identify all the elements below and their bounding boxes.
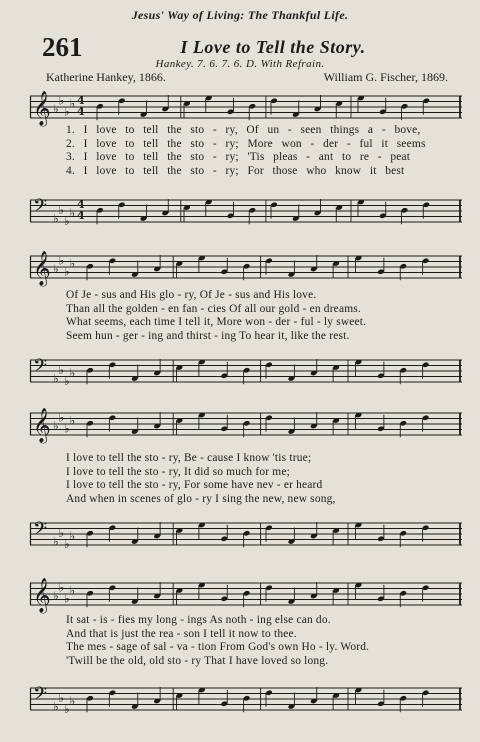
- flat-icon: ♭: [64, 374, 70, 388]
- lyric-verse-3: The mes - sage of sal - va - tion From God's own Ho - ly. Word.: [66, 641, 370, 654]
- lyric-verse-4: 4. I love to tell the sto - ry; For those who know it best: [66, 165, 405, 178]
- bass-staff: [30, 515, 462, 551]
- flat-icon: ♭: [53, 588, 59, 603]
- lyrics-block-1: [66, 124, 456, 179]
- hymn-number: 261: [42, 32, 83, 62]
- flat-icon: ♭: [69, 365, 76, 380]
- lyrics-block-3: [66, 452, 456, 507]
- lyric-verse-2: 2. I love to tell the sto - ry; More won - der - ful it seems: [66, 137, 426, 150]
- treble-staff: [30, 88, 462, 124]
- treble-clef-icon: 𝄞: [33, 251, 51, 286]
- lyric-verse-3: What seems, each time I tell it, More won - der - ful - ly sweet.: [66, 316, 367, 329]
- bass-staff: [30, 680, 462, 716]
- flat-icon: ♭: [64, 264, 70, 279]
- flat-icon: ♭: [53, 534, 59, 549]
- treble-clef-icon: 𝄞: [33, 408, 51, 443]
- flat-icon: ♭: [58, 93, 65, 108]
- flat-icon: ♭: [64, 537, 70, 551]
- treble-clef-icon: 𝄞: [33, 578, 51, 613]
- lyric-verse-2: I love to tell the sto - ry, It did so much for me;: [66, 465, 290, 478]
- flat-icon: ♭: [53, 699, 59, 714]
- time-signature: 4: [77, 209, 85, 222]
- treble-clef-icon: 𝄞: [33, 91, 51, 126]
- lyric-verse-1: I love to tell the sto - ry, Be - cause I know 'tis true;: [66, 452, 312, 464]
- time-signature: 4: [77, 105, 85, 118]
- flat-icon: ♭: [58, 580, 65, 595]
- bass-clef-icon: 𝄢: [33, 196, 48, 221]
- bass-staff: [30, 352, 462, 388]
- lyric-verse-4: And when in scenes of glo - ry I sing the new, new song,: [66, 493, 336, 506]
- lyric-verse-2: Than all the golden - en fan - cies Of all our gold - en dreams.: [66, 302, 361, 315]
- bass-clef-icon: 𝄢: [33, 684, 48, 709]
- flat-icon: ♭: [58, 691, 65, 705]
- flat-icon: ♭: [53, 261, 59, 276]
- lyrics-block-2: [66, 289, 456, 344]
- lyric-verse-1: 1. I love to tell the sto - ry, Of un - seen things a - bove,: [66, 124, 421, 136]
- flat-icon: ♭: [64, 421, 70, 436]
- flat-icon: ♭: [64, 591, 70, 606]
- composer-credit: William G. Fischer, 1869.: [323, 70, 448, 84]
- flat-icon: ♭: [64, 214, 70, 228]
- treble-staff: [30, 405, 462, 441]
- flat-icon: ♭: [69, 413, 76, 428]
- lyric-verse-1: It sat - is - fies my long - ings As noth - ing else can do.: [66, 614, 331, 626]
- hymn-title: I Love to Tell the Story.: [180, 37, 366, 57]
- flat-icon: ♭: [58, 253, 65, 268]
- flat-icon: ♭: [69, 528, 76, 543]
- flat-icon: ♭: [53, 371, 59, 386]
- flat-icon: ♭: [69, 96, 76, 111]
- lyric-verse-4: Seem hun - ger - ing and thirst - ing To hear it, like the rest.: [66, 330, 350, 343]
- flat-icon: ♭: [58, 410, 65, 425]
- flat-icon: ♭: [58, 363, 65, 377]
- treble-staff: [30, 248, 462, 284]
- flat-icon: ♭: [64, 702, 70, 716]
- lyrics-block-4: [66, 614, 456, 669]
- meter-line: Hankey. 7. 6. 7. 6. D. With Refrain.: [155, 58, 325, 70]
- flat-icon: ♭: [69, 693, 76, 708]
- time-signature: 4: [77, 94, 85, 107]
- flat-icon: ♭: [69, 205, 76, 220]
- lyric-verse-3: I love to tell the sto - ry, For some have nev - er heard: [66, 479, 323, 492]
- section-heading: Jesus' Way of Living: The Thankful Life.: [131, 8, 349, 22]
- lyric-verse-4: 'Twill be the old, old sto - ry That I have loved so long.: [66, 655, 329, 668]
- treble-staff: [30, 575, 462, 611]
- flat-icon: ♭: [53, 211, 59, 226]
- bass-staff: [30, 192, 462, 228]
- flat-icon: ♭: [58, 526, 65, 540]
- lyric-verse-3: 3. I love to tell the sto - ry; 'Tis pleas - ant to re - peat: [66, 151, 411, 164]
- author-credit: Katherine Hankey, 1866.: [46, 70, 166, 84]
- flat-icon: ♭: [58, 203, 65, 217]
- lyric-verse-2: And that is just the rea - son I tell it now to thee.: [66, 627, 297, 640]
- bass-clef-icon: 𝄢: [33, 519, 48, 544]
- flat-icon: ♭: [64, 104, 70, 119]
- time-signature: 4: [77, 198, 85, 211]
- lyric-verse-1: Of Je - sus and His glo - ry, Of Je - sus and His love.: [66, 289, 317, 301]
- bass-clef-icon: 𝄢: [33, 356, 48, 381]
- flat-icon: ♭: [69, 256, 76, 271]
- flat-icon: ♭: [69, 583, 76, 598]
- flat-icon: ♭: [53, 418, 59, 433]
- flat-icon: ♭: [53, 101, 59, 116]
